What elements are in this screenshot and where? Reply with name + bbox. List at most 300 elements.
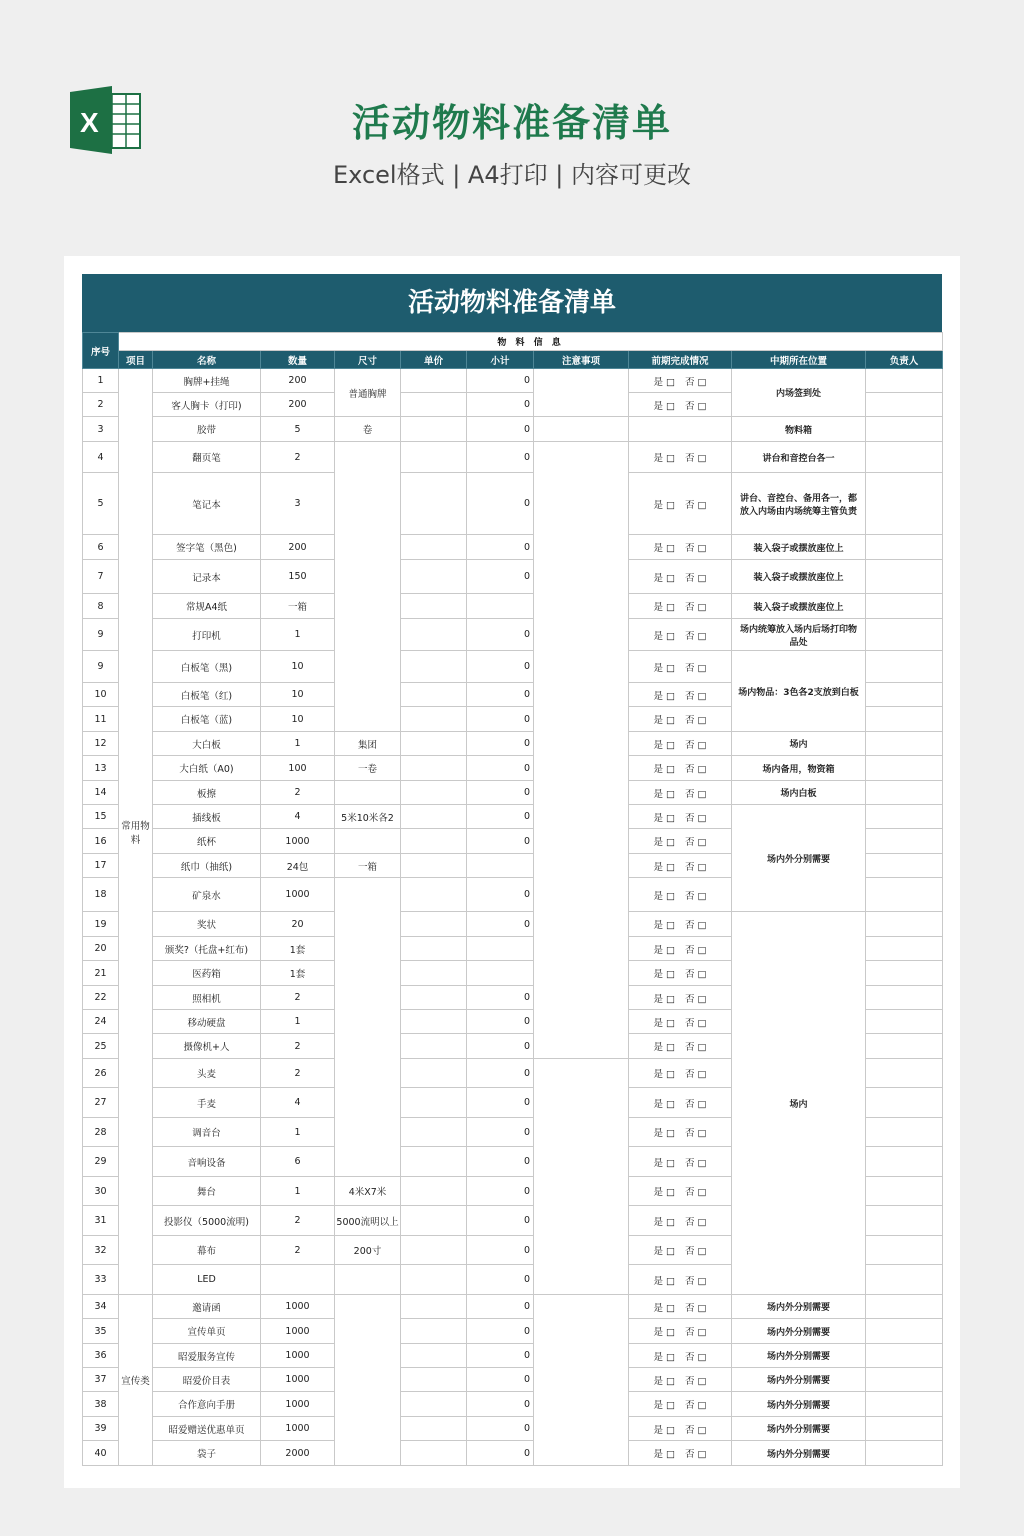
item-qty: 1000	[261, 1392, 335, 1417]
item-name: 打印机	[153, 619, 261, 651]
item-qty: 1套	[261, 937, 335, 961]
table-row	[83, 1344, 943, 1368]
item-size: 200寸	[335, 1236, 401, 1265]
item-status	[629, 937, 732, 961]
no-checkbox[interactable]: 否 □	[685, 1246, 707, 1257]
item-subtotal: 0	[467, 805, 534, 829]
item-qty: 4	[261, 1088, 335, 1118]
no-checkbox[interactable]: 否 □	[685, 1424, 707, 1436]
item-subtotal: 0	[467, 535, 534, 560]
item-qty: 24包	[261, 854, 335, 878]
no-checkbox[interactable]: 否 □	[685, 1128, 707, 1139]
yes-checkbox[interactable]: 是 □	[653, 1424, 675, 1436]
item-name: 邀请函	[153, 1295, 261, 1319]
item-subtotal: 0	[467, 781, 534, 805]
no-checkbox[interactable]: 否 □	[685, 400, 707, 412]
item-owner	[866, 707, 943, 732]
item-qty: 1000	[261, 1417, 335, 1441]
yes-checkbox[interactable]: 是 □	[653, 890, 675, 902]
item-qty: 1000	[261, 829, 335, 854]
item-price	[401, 1417, 467, 1441]
item-size: 卷	[335, 417, 401, 442]
item-notes	[534, 417, 629, 442]
yes-checkbox[interactable]: 是 □	[653, 739, 675, 751]
row-seq: 29	[83, 1147, 119, 1177]
item-price	[401, 854, 467, 878]
table-row	[83, 651, 943, 683]
page-title: 活动物料准备清单	[351, 101, 672, 145]
item-owner	[866, 1265, 943, 1295]
item-name: 头麦	[153, 1059, 261, 1088]
item-price	[401, 1118, 467, 1147]
item-subtotal: 0	[467, 1088, 534, 1118]
item-owner	[866, 1206, 943, 1236]
item-name: 手麦	[153, 1088, 261, 1118]
col-header-seq: 序号	[83, 333, 119, 369]
item-location: 讲台和音控台各一	[732, 442, 866, 473]
no-checkbox[interactable]: 否 □	[685, 376, 707, 388]
item-status	[629, 1319, 732, 1344]
no-checkbox[interactable]: 否 □	[685, 662, 707, 674]
item-status	[629, 594, 732, 619]
item-name: 签字笔（黑色)	[153, 535, 261, 560]
item-price	[401, 1147, 467, 1177]
item-qty: 3	[261, 473, 335, 535]
table-row	[83, 1392, 943, 1417]
item-status	[629, 707, 732, 732]
item-name: 昭爱赠送优惠单页	[153, 1417, 261, 1441]
item-subtotal: 0	[467, 1441, 534, 1466]
no-checkbox[interactable]: 否 □	[685, 890, 707, 902]
yes-checkbox[interactable]: 是 □	[653, 499, 675, 511]
item-qty: 4	[261, 805, 335, 829]
item-name: 胶带	[153, 417, 261, 442]
item-price	[401, 560, 467, 594]
no-checkbox[interactable]: 否 □	[685, 1327, 707, 1338]
no-checkbox[interactable]: 否 □	[685, 1400, 707, 1411]
item-price	[401, 1010, 467, 1034]
table-row	[83, 805, 943, 829]
item-price	[401, 651, 467, 683]
item-owner	[866, 619, 943, 651]
table-row	[83, 619, 943, 651]
item-price	[401, 829, 467, 854]
item-owner	[866, 393, 943, 417]
item-status	[629, 1344, 732, 1368]
item-size: 4米X7米	[335, 1177, 401, 1206]
item-price	[401, 369, 467, 393]
no-checkbox[interactable]: 否 □	[685, 1275, 707, 1287]
no-checkbox[interactable]: 否 □	[685, 788, 707, 800]
no-checkbox[interactable]: 否 □	[685, 920, 707, 931]
item-qty: 2000	[261, 1441, 335, 1466]
item-status	[629, 683, 732, 707]
row-seq: 3	[83, 417, 119, 442]
yes-checkbox[interactable]: 是 □	[653, 969, 675, 980]
no-checkbox[interactable]: 否 □	[685, 993, 707, 1005]
page-subtitle: Excel格式 | A4打印 | 内容可更改	[333, 161, 691, 189]
item-price	[401, 805, 467, 829]
item-owner	[866, 1059, 943, 1088]
item-status	[629, 829, 732, 854]
item-name: 照相机	[153, 986, 261, 1010]
yes-checkbox[interactable]: 是 □	[653, 1400, 675, 1411]
item-status	[629, 1059, 732, 1088]
row-seq: 13	[83, 756, 119, 781]
yes-checkbox[interactable]: 是 □	[653, 572, 675, 584]
item-subtotal: 0	[467, 707, 534, 732]
item-subtotal: 0	[467, 417, 534, 442]
row-seq: 18	[83, 878, 119, 912]
item-name: 舞台	[153, 1177, 261, 1206]
item-name: 颁奖?（托盘+红布)	[153, 937, 261, 961]
item-name: 板擦	[153, 781, 261, 805]
item-price	[401, 732, 467, 756]
yes-checkbox[interactable]: 是 □	[653, 944, 675, 956]
item-name: 白板笔（黑)	[153, 651, 261, 683]
no-checkbox[interactable]: 否 □	[685, 1187, 707, 1198]
col-header-location: 中期所在位置	[732, 351, 866, 369]
item-subtotal: 0	[467, 732, 534, 756]
item-location: 装入袋子或摆放座位上	[732, 560, 866, 594]
item-status	[629, 535, 732, 560]
item-qty: 200	[261, 393, 335, 417]
item-price	[401, 1392, 467, 1417]
table-row	[83, 1295, 943, 1319]
no-checkbox[interactable]: 否 □	[685, 543, 707, 554]
item-price	[401, 912, 467, 937]
yes-checkbox[interactable]: 是 □	[653, 1187, 675, 1198]
no-checkbox[interactable]: 否 □	[685, 1302, 707, 1314]
item-subtotal: 0	[467, 1177, 534, 1206]
item-location: 场内物品：3色各2支放到白板	[732, 651, 866, 732]
no-checkbox[interactable]: 否 □	[685, 969, 707, 980]
item-price	[401, 1206, 467, 1236]
item-name: 医药箱	[153, 961, 261, 986]
no-checkbox[interactable]: 否 □	[685, 453, 707, 464]
row-seq: 40	[83, 1441, 119, 1466]
item-owner	[866, 756, 943, 781]
item-price	[401, 1344, 467, 1368]
item-status	[629, 781, 732, 805]
no-checkbox[interactable]: 否 □	[685, 739, 707, 751]
row-seq: 9	[83, 651, 119, 683]
item-qty: 1000	[261, 1319, 335, 1344]
item-owner	[866, 1147, 943, 1177]
item-location: 场内白板	[732, 781, 866, 805]
item-status	[629, 1034, 732, 1059]
item-name: 胸牌+挂绳	[153, 369, 261, 393]
item-qty: 20	[261, 912, 335, 937]
item-status	[629, 805, 732, 829]
row-seq: 31	[83, 1206, 119, 1236]
item-qty: 一箱	[261, 594, 335, 619]
item-status	[629, 1392, 732, 1417]
item-location: 场内外分别需要	[732, 1344, 866, 1368]
item-subtotal: 0	[467, 1344, 534, 1368]
item-size: 一卷	[335, 756, 401, 781]
no-checkbox[interactable]: 否 □	[685, 630, 707, 642]
no-checkbox[interactable]: 否 □	[685, 1069, 707, 1080]
item-owner	[866, 961, 943, 986]
item-qty: 150	[261, 560, 335, 594]
item-price	[401, 937, 467, 961]
item-name: LED	[153, 1265, 261, 1295]
table-row	[83, 756, 943, 781]
yes-checkbox[interactable]: 是 □	[653, 764, 675, 775]
no-checkbox[interactable]: 否 □	[685, 861, 707, 873]
item-owner	[866, 651, 943, 683]
item-qty: 5	[261, 417, 335, 442]
item-price	[401, 1319, 467, 1344]
yes-checkbox[interactable]: 是 □	[653, 993, 675, 1005]
item-subtotal: 0	[467, 1034, 534, 1059]
item-qty: 2	[261, 442, 335, 473]
item-subtotal: 0	[467, 393, 534, 417]
no-checkbox[interactable]: 否 □	[685, 1157, 707, 1169]
item-name: 白板笔（蓝)	[153, 707, 261, 732]
item-status	[629, 986, 732, 1010]
yes-checkbox[interactable]: 是 □	[653, 1302, 675, 1314]
item-status	[629, 1368, 732, 1392]
row-seq: 28	[83, 1118, 119, 1147]
item-subtotal: 0	[467, 756, 534, 781]
item-location: 场内外分别需要	[732, 1368, 866, 1392]
item-name: 摄像机+人	[153, 1034, 261, 1059]
item-location: 讲台、音控台、备用各一，都放入内场由内场统筹主管负责	[732, 473, 866, 535]
no-checkbox[interactable]: 否 □	[685, 1098, 707, 1110]
item-name: 记录本	[153, 560, 261, 594]
item-price	[401, 707, 467, 732]
item-price	[401, 1368, 467, 1392]
no-checkbox[interactable]: 否 □	[685, 944, 707, 956]
yes-checkbox[interactable]: 是 □	[653, 788, 675, 800]
yes-checkbox[interactable]: 是 □	[653, 861, 675, 873]
item-owner	[866, 1295, 943, 1319]
category-cell: 宣传类	[119, 1295, 153, 1466]
item-owner	[866, 1392, 943, 1417]
yes-checkbox[interactable]: 是 □	[653, 1351, 675, 1363]
item-price	[401, 473, 467, 535]
item-price	[401, 442, 467, 473]
item-name: 昭爱价目表	[153, 1368, 261, 1392]
item-owner	[866, 781, 943, 805]
yes-checkbox[interactable]: 是 □	[653, 1128, 675, 1139]
row-seq: 10	[83, 683, 119, 707]
yes-checkbox[interactable]: 是 □	[653, 837, 675, 848]
no-checkbox[interactable]: 否 □	[685, 1042, 707, 1053]
item-status	[629, 1265, 732, 1295]
item-owner	[866, 1417, 943, 1441]
item-status	[629, 1417, 732, 1441]
row-seq: 1	[83, 369, 119, 393]
col-header-status: 前期完成情况	[629, 351, 732, 369]
category-cell: 常用物料	[119, 369, 153, 1295]
yes-checkbox[interactable]: 是 □	[653, 812, 675, 824]
col-header-notes: 注意事项	[534, 351, 629, 369]
item-subtotal: 0	[467, 1319, 534, 1344]
item-location: 场内外分别需要	[732, 805, 866, 912]
yes-checkbox[interactable]: 是 □	[653, 1069, 675, 1080]
row-seq: 32	[83, 1236, 119, 1265]
no-checkbox[interactable]: 否 □	[685, 1449, 707, 1460]
yes-checkbox[interactable]: 是 □	[653, 602, 675, 613]
item-subtotal: 0	[467, 829, 534, 854]
item-subtotal: 0	[467, 986, 534, 1010]
yes-checkbox[interactable]: 是 □	[653, 715, 675, 726]
item-size: 普通胸牌	[335, 369, 401, 417]
no-checkbox[interactable]: 否 □	[685, 715, 707, 726]
item-location: 场内外分别需要	[732, 1392, 866, 1417]
no-checkbox[interactable]: 否 □	[685, 837, 707, 848]
item-subtotal: 0	[467, 1206, 534, 1236]
no-checkbox[interactable]: 否 □	[685, 690, 707, 702]
item-name: 白板笔（红)	[153, 683, 261, 707]
item-qty: 200	[261, 535, 335, 560]
item-subtotal	[467, 937, 534, 961]
table-row	[83, 417, 943, 442]
row-seq: 8	[83, 594, 119, 619]
item-price	[401, 1059, 467, 1088]
row-seq: 22	[83, 986, 119, 1010]
yes-checkbox[interactable]: 是 □	[653, 1449, 675, 1460]
item-qty: 10	[261, 683, 335, 707]
yes-checkbox[interactable]: 是 □	[653, 1157, 675, 1169]
table-row	[83, 369, 943, 393]
item-name: 插线板	[153, 805, 261, 829]
item-name: 调音台	[153, 1118, 261, 1147]
yes-checkbox[interactable]: 是 □	[653, 453, 675, 464]
row-seq: 15	[83, 805, 119, 829]
no-checkbox[interactable]: 否 □	[685, 1375, 707, 1387]
item-name: 常规A4纸	[153, 594, 261, 619]
item-subtotal	[467, 594, 534, 619]
item-name: 昭爱服务宣传	[153, 1344, 261, 1368]
item-status	[629, 1010, 732, 1034]
item-status	[629, 1295, 732, 1319]
col-header-price: 单价	[401, 351, 467, 369]
yes-checkbox[interactable]: 是 □	[653, 1327, 675, 1338]
item-owner	[866, 1010, 943, 1034]
row-seq: 2	[83, 393, 119, 417]
item-location: 装入袋子或摆放座位上	[732, 535, 866, 560]
yes-checkbox[interactable]: 是 □	[653, 662, 675, 674]
yes-checkbox[interactable]: 是 □	[653, 1017, 675, 1029]
item-status	[629, 878, 732, 912]
yes-checkbox[interactable]: 是 □	[653, 1375, 675, 1387]
item-subtotal: 0	[467, 560, 534, 594]
no-checkbox[interactable]: 否 □	[685, 602, 707, 613]
item-subtotal: 0	[467, 619, 534, 651]
no-checkbox[interactable]: 否 □	[685, 499, 707, 511]
item-size: 5000流明以上	[335, 1206, 401, 1236]
item-location: 物料箱	[732, 417, 866, 442]
item-location: 场内统筹放入场内后场打印物品处	[732, 619, 866, 651]
item-owner	[866, 1034, 943, 1059]
item-owner	[866, 442, 943, 473]
item-owner	[866, 535, 943, 560]
item-price	[401, 878, 467, 912]
item-status	[629, 1118, 732, 1147]
item-location: 场内外分别需要	[732, 1295, 866, 1319]
row-seq: 12	[83, 732, 119, 756]
no-checkbox[interactable]: 否 □	[685, 1351, 707, 1363]
table-row	[83, 1319, 943, 1344]
yes-checkbox[interactable]: 是 □	[653, 1216, 675, 1228]
row-seq: 38	[83, 1392, 119, 1417]
col-header-category: 项目	[119, 351, 153, 369]
group-header: 物 料 信 息	[119, 333, 943, 351]
item-subtotal	[467, 854, 534, 878]
yes-checkbox[interactable]: 是 □	[653, 400, 675, 412]
item-owner	[866, 369, 943, 393]
row-seq: 30	[83, 1177, 119, 1206]
item-subtotal: 0	[467, 1265, 534, 1295]
yes-checkbox[interactable]: 是 □	[653, 1246, 675, 1257]
item-status	[629, 1441, 732, 1466]
yes-checkbox[interactable]: 是 □	[653, 920, 675, 931]
item-location: 场内备用，物资箱	[732, 756, 866, 781]
item-subtotal: 0	[467, 1118, 534, 1147]
item-location: 场内外分别需要	[732, 1319, 866, 1344]
yes-checkbox[interactable]: 是 □	[653, 376, 675, 388]
row-seq: 27	[83, 1088, 119, 1118]
item-status	[629, 417, 732, 442]
item-qty: 1000	[261, 878, 335, 912]
no-checkbox[interactable]: 否 □	[685, 1017, 707, 1029]
item-size	[335, 878, 401, 1177]
yes-checkbox[interactable]: 是 □	[653, 690, 675, 702]
item-qty: 10	[261, 707, 335, 732]
item-price	[401, 1295, 467, 1319]
no-checkbox[interactable]: 否 □	[685, 572, 707, 584]
item-price	[401, 1236, 467, 1265]
materials-table	[82, 332, 943, 1466]
item-name: 大白纸（A0)	[153, 756, 261, 781]
item-owner	[866, 1319, 943, 1344]
table-row	[83, 912, 943, 937]
item-owner	[866, 683, 943, 707]
table-row	[83, 732, 943, 756]
item-qty: 1000	[261, 1368, 335, 1392]
item-qty: 1	[261, 1177, 335, 1206]
item-notes	[534, 369, 629, 417]
yes-checkbox[interactable]: 是 □	[653, 543, 675, 554]
item-qty	[261, 1265, 335, 1295]
item-qty: 1000	[261, 1344, 335, 1368]
no-checkbox[interactable]: 否 □	[685, 812, 707, 824]
row-seq: 4	[83, 442, 119, 473]
row-seq: 11	[83, 707, 119, 732]
table-row	[83, 560, 943, 594]
item-owner	[866, 878, 943, 912]
no-checkbox[interactable]: 否 □	[685, 1216, 707, 1228]
item-name: 大白板	[153, 732, 261, 756]
item-name: 矿泉水	[153, 878, 261, 912]
no-checkbox[interactable]: 否 □	[685, 764, 707, 775]
yes-checkbox[interactable]: 是 □	[653, 1098, 675, 1110]
yes-checkbox[interactable]: 是 □	[653, 1042, 675, 1053]
item-price	[401, 1177, 467, 1206]
item-price	[401, 594, 467, 619]
col-header-qty: 数量	[261, 351, 335, 369]
yes-checkbox[interactable]: 是 □	[653, 1275, 675, 1287]
item-name: 宣传单页	[153, 1319, 261, 1344]
item-status	[629, 961, 732, 986]
item-name: 移动硬盘	[153, 1010, 261, 1034]
row-seq: 7	[83, 560, 119, 594]
yes-checkbox[interactable]: 是 □	[653, 630, 675, 642]
